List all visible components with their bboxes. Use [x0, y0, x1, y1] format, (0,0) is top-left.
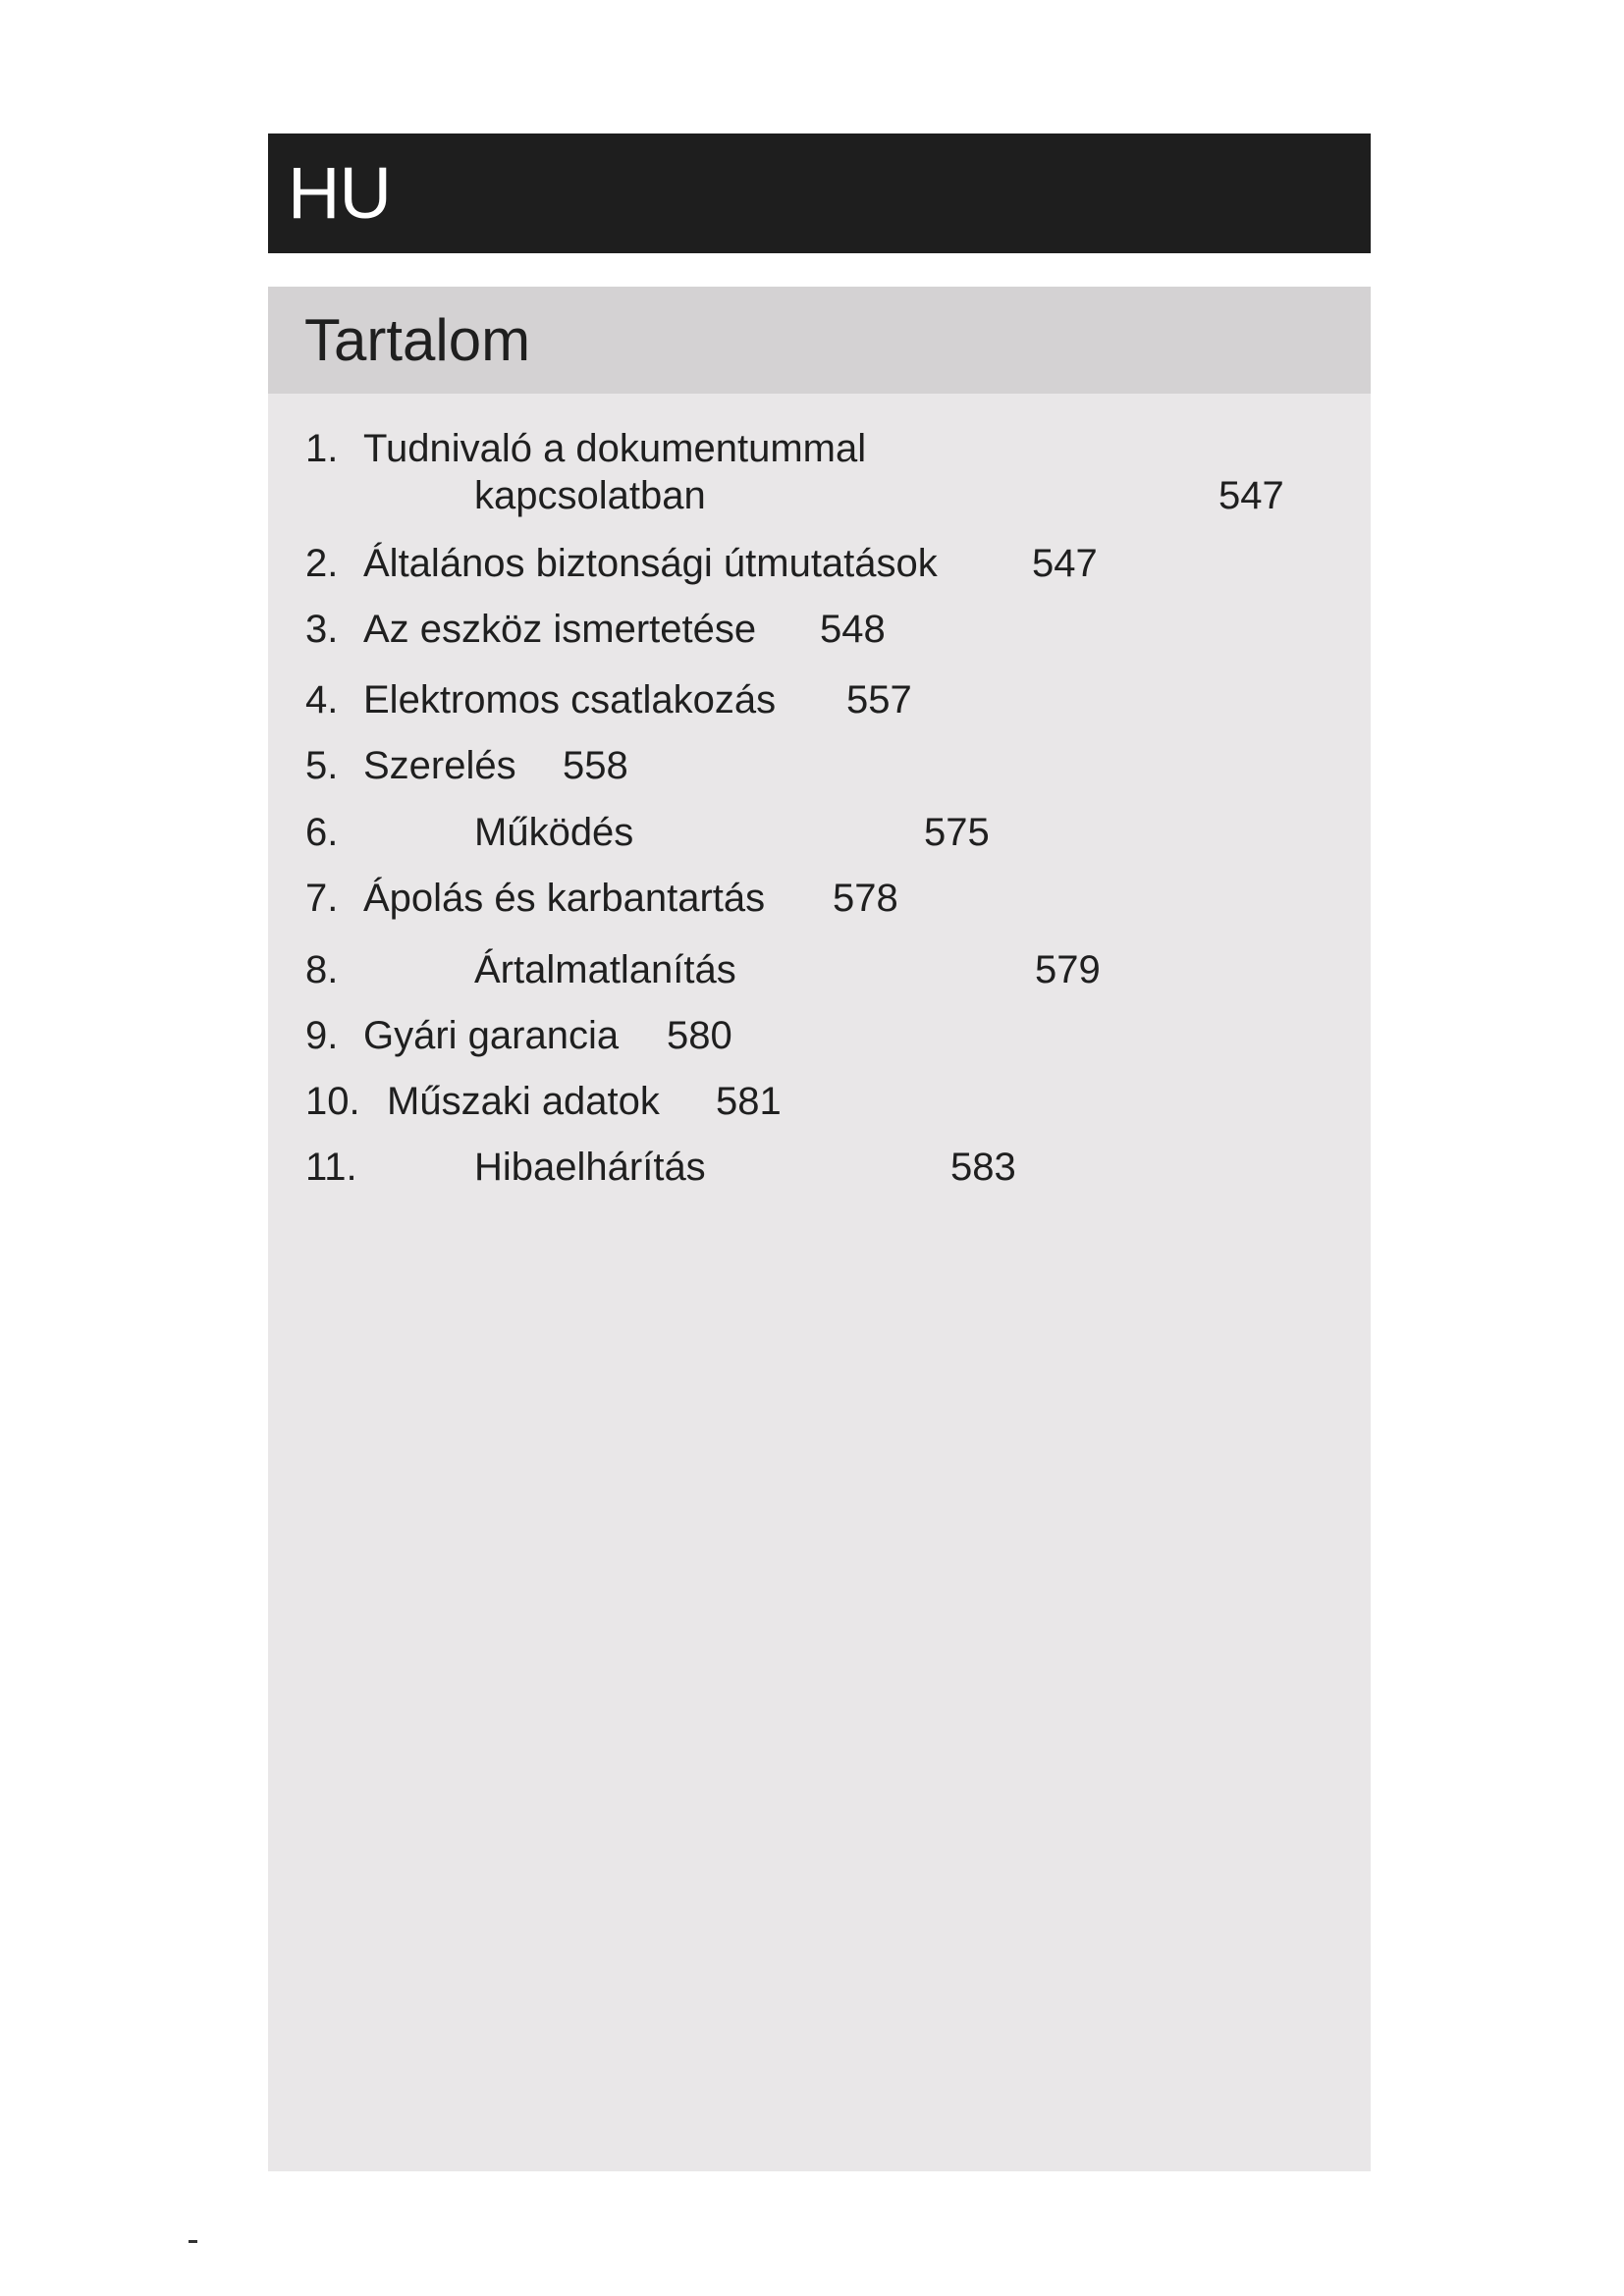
- toc-entry-page: 557: [846, 678, 912, 721]
- toc-entry-title: Ápolás és karbantartás: [363, 877, 766, 920]
- toc-entry-page: 579: [1035, 948, 1101, 991]
- toc-entry-number: 11.: [305, 1146, 357, 1189]
- language-header-bar: [268, 133, 1371, 253]
- toc-entry-page: 581: [716, 1080, 782, 1123]
- toc-entry-3: [268, 607, 1371, 652]
- language-code: HU: [288, 152, 391, 234]
- toc-entry-title: Ártalmatlanítás: [474, 948, 736, 991]
- toc-entry-page: 547: [1032, 542, 1098, 585]
- toc-entry-title: Hibaelhárítás: [474, 1146, 706, 1189]
- toc-entry-page: 578: [833, 877, 898, 920]
- toc-entry-page: 558: [563, 744, 628, 787]
- toc-entry-page: 575: [924, 811, 990, 854]
- toc-entry-title: Gyári garancia: [363, 1014, 620, 1057]
- toc-entry-title: Általános biztonsági útmutatások: [363, 542, 938, 585]
- toc-entry-title: Műszaki adatok: [387, 1080, 660, 1123]
- toc-entry-number: 6.: [305, 811, 339, 854]
- toc-entry-page: 547: [1218, 474, 1284, 517]
- table-of-contents-panel: [268, 287, 1371, 2171]
- toc-entry-number: 5.: [305, 744, 339, 787]
- toc-entry-1: [268, 426, 1371, 524]
- toc-entry-11: [268, 1145, 1371, 1190]
- footer-mark: [189, 2240, 197, 2243]
- toc-title: Tartalom: [304, 307, 531, 373]
- toc-entry-page: 583: [950, 1146, 1016, 1189]
- toc-entry-number: 8.: [305, 948, 339, 991]
- toc-entry-4: [268, 677, 1371, 722]
- toc-entry-number: 2.: [305, 542, 339, 585]
- toc-entry-title-continued: kapcsolatban: [474, 474, 706, 517]
- toc-entry-6: [268, 810, 1371, 855]
- toc-entry-number: 4.: [305, 678, 339, 721]
- toc-entry-title: Tudnivaló a dokumentummal: [363, 427, 867, 470]
- toc-entry-page: 548: [820, 608, 886, 651]
- toc-entry-title: Az eszköz ismertetése: [363, 608, 757, 651]
- toc-entry-number: 1.: [305, 427, 339, 470]
- toc-entry-title: Elektromos csatlakozás: [363, 678, 777, 721]
- toc-entry-number: 7.: [305, 877, 339, 920]
- toc-entry-2: [268, 541, 1371, 586]
- toc-list: [268, 287, 1371, 2171]
- toc-entry-number: 10.: [305, 1080, 360, 1123]
- toc-entry-8: [268, 947, 1371, 992]
- toc-entry-7: [268, 876, 1371, 921]
- toc-entry-number: 9.: [305, 1014, 339, 1057]
- toc-entry-title: Szerelés: [363, 744, 516, 787]
- toc-entry-9: [268, 1013, 1371, 1058]
- toc-entry-number: 3.: [305, 608, 339, 651]
- toc-entry-5: [268, 743, 1371, 788]
- toc-entry-title: Működés: [474, 811, 634, 854]
- toc-entry-page: 580: [667, 1014, 732, 1057]
- toc-entry-10: [268, 1079, 1371, 1124]
